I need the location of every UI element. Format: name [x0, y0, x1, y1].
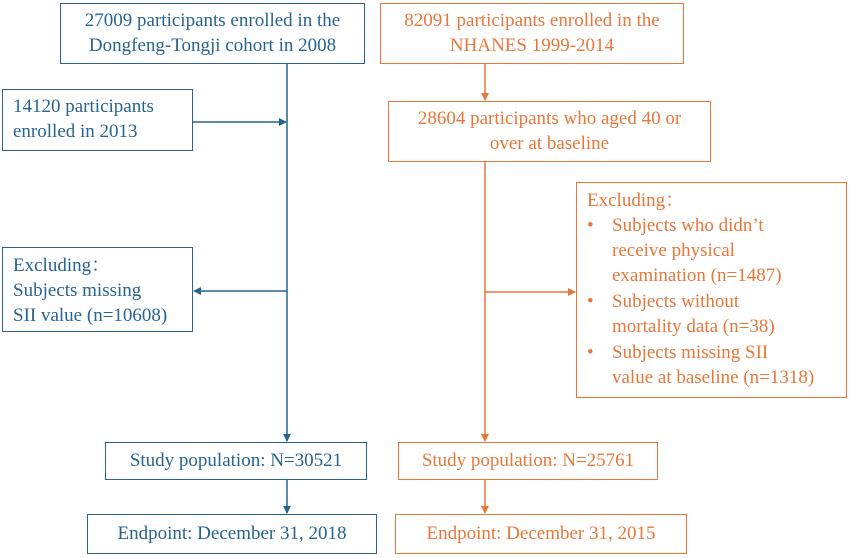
exclusion-item-line: Subjects who didn’t — [612, 215, 764, 236]
box-right-excluding — [576, 182, 847, 398]
box-line: Endpoint: December 31, 2018 — [117, 523, 347, 544]
box-line: Dongfeng-Tongji cohort in 2008 — [88, 35, 337, 56]
box-aged-40 — [388, 101, 711, 162]
box-nhanes-enrolled — [380, 3, 684, 64]
box-line: Subjects missing — [13, 280, 142, 301]
box-left-excluding — [2, 247, 193, 332]
excluding-title: Excluding： — [587, 190, 685, 211]
box-line: 14120 participants — [13, 96, 154, 117]
bullet-icon: • — [587, 342, 594, 363]
box-line: over at baseline — [489, 133, 610, 154]
exclusion-item-line: value at baseline (n=1318) — [612, 367, 815, 388]
box-dongfeng-enrolled — [60, 3, 365, 64]
exclusion-item-line: Subjects missing SII — [612, 342, 769, 363]
box-enrolled-2013 — [2, 89, 193, 151]
exclusion-item-line: mortality data (n=38) — [612, 316, 775, 337]
box-line: Endpoint: December 31, 2015 — [426, 523, 656, 544]
box-line: Study population: N=25761 — [421, 450, 635, 471]
box-line: NHANES 1999-2014 — [449, 35, 615, 56]
box-line: SII value (n=10608) — [13, 305, 168, 326]
exclusion-item-line: receive physical — [612, 240, 735, 261]
box-line: enrolled in 2013 — [13, 121, 138, 142]
bullet-icon: • — [587, 291, 594, 312]
box-line: Excluding： — [13, 255, 111, 276]
box-left-study-population — [105, 442, 367, 480]
exclusion-item-line: Subjects without — [612, 291, 740, 312]
box-right-endpoint — [395, 514, 687, 554]
exclusion-item-line: examination (n=1487) — [612, 265, 782, 286]
box-line: 82091 participants enrolled in the — [404, 10, 660, 31]
box-line: 27009 participants enrolled in the — [84, 10, 341, 31]
box-line: Study population: N=30521 — [129, 450, 343, 471]
box-line: 28604 participants who aged 40 or — [417, 108, 682, 129]
bullet-icon: • — [587, 215, 594, 236]
box-left-endpoint — [87, 514, 377, 554]
box-right-study-population — [398, 442, 658, 480]
